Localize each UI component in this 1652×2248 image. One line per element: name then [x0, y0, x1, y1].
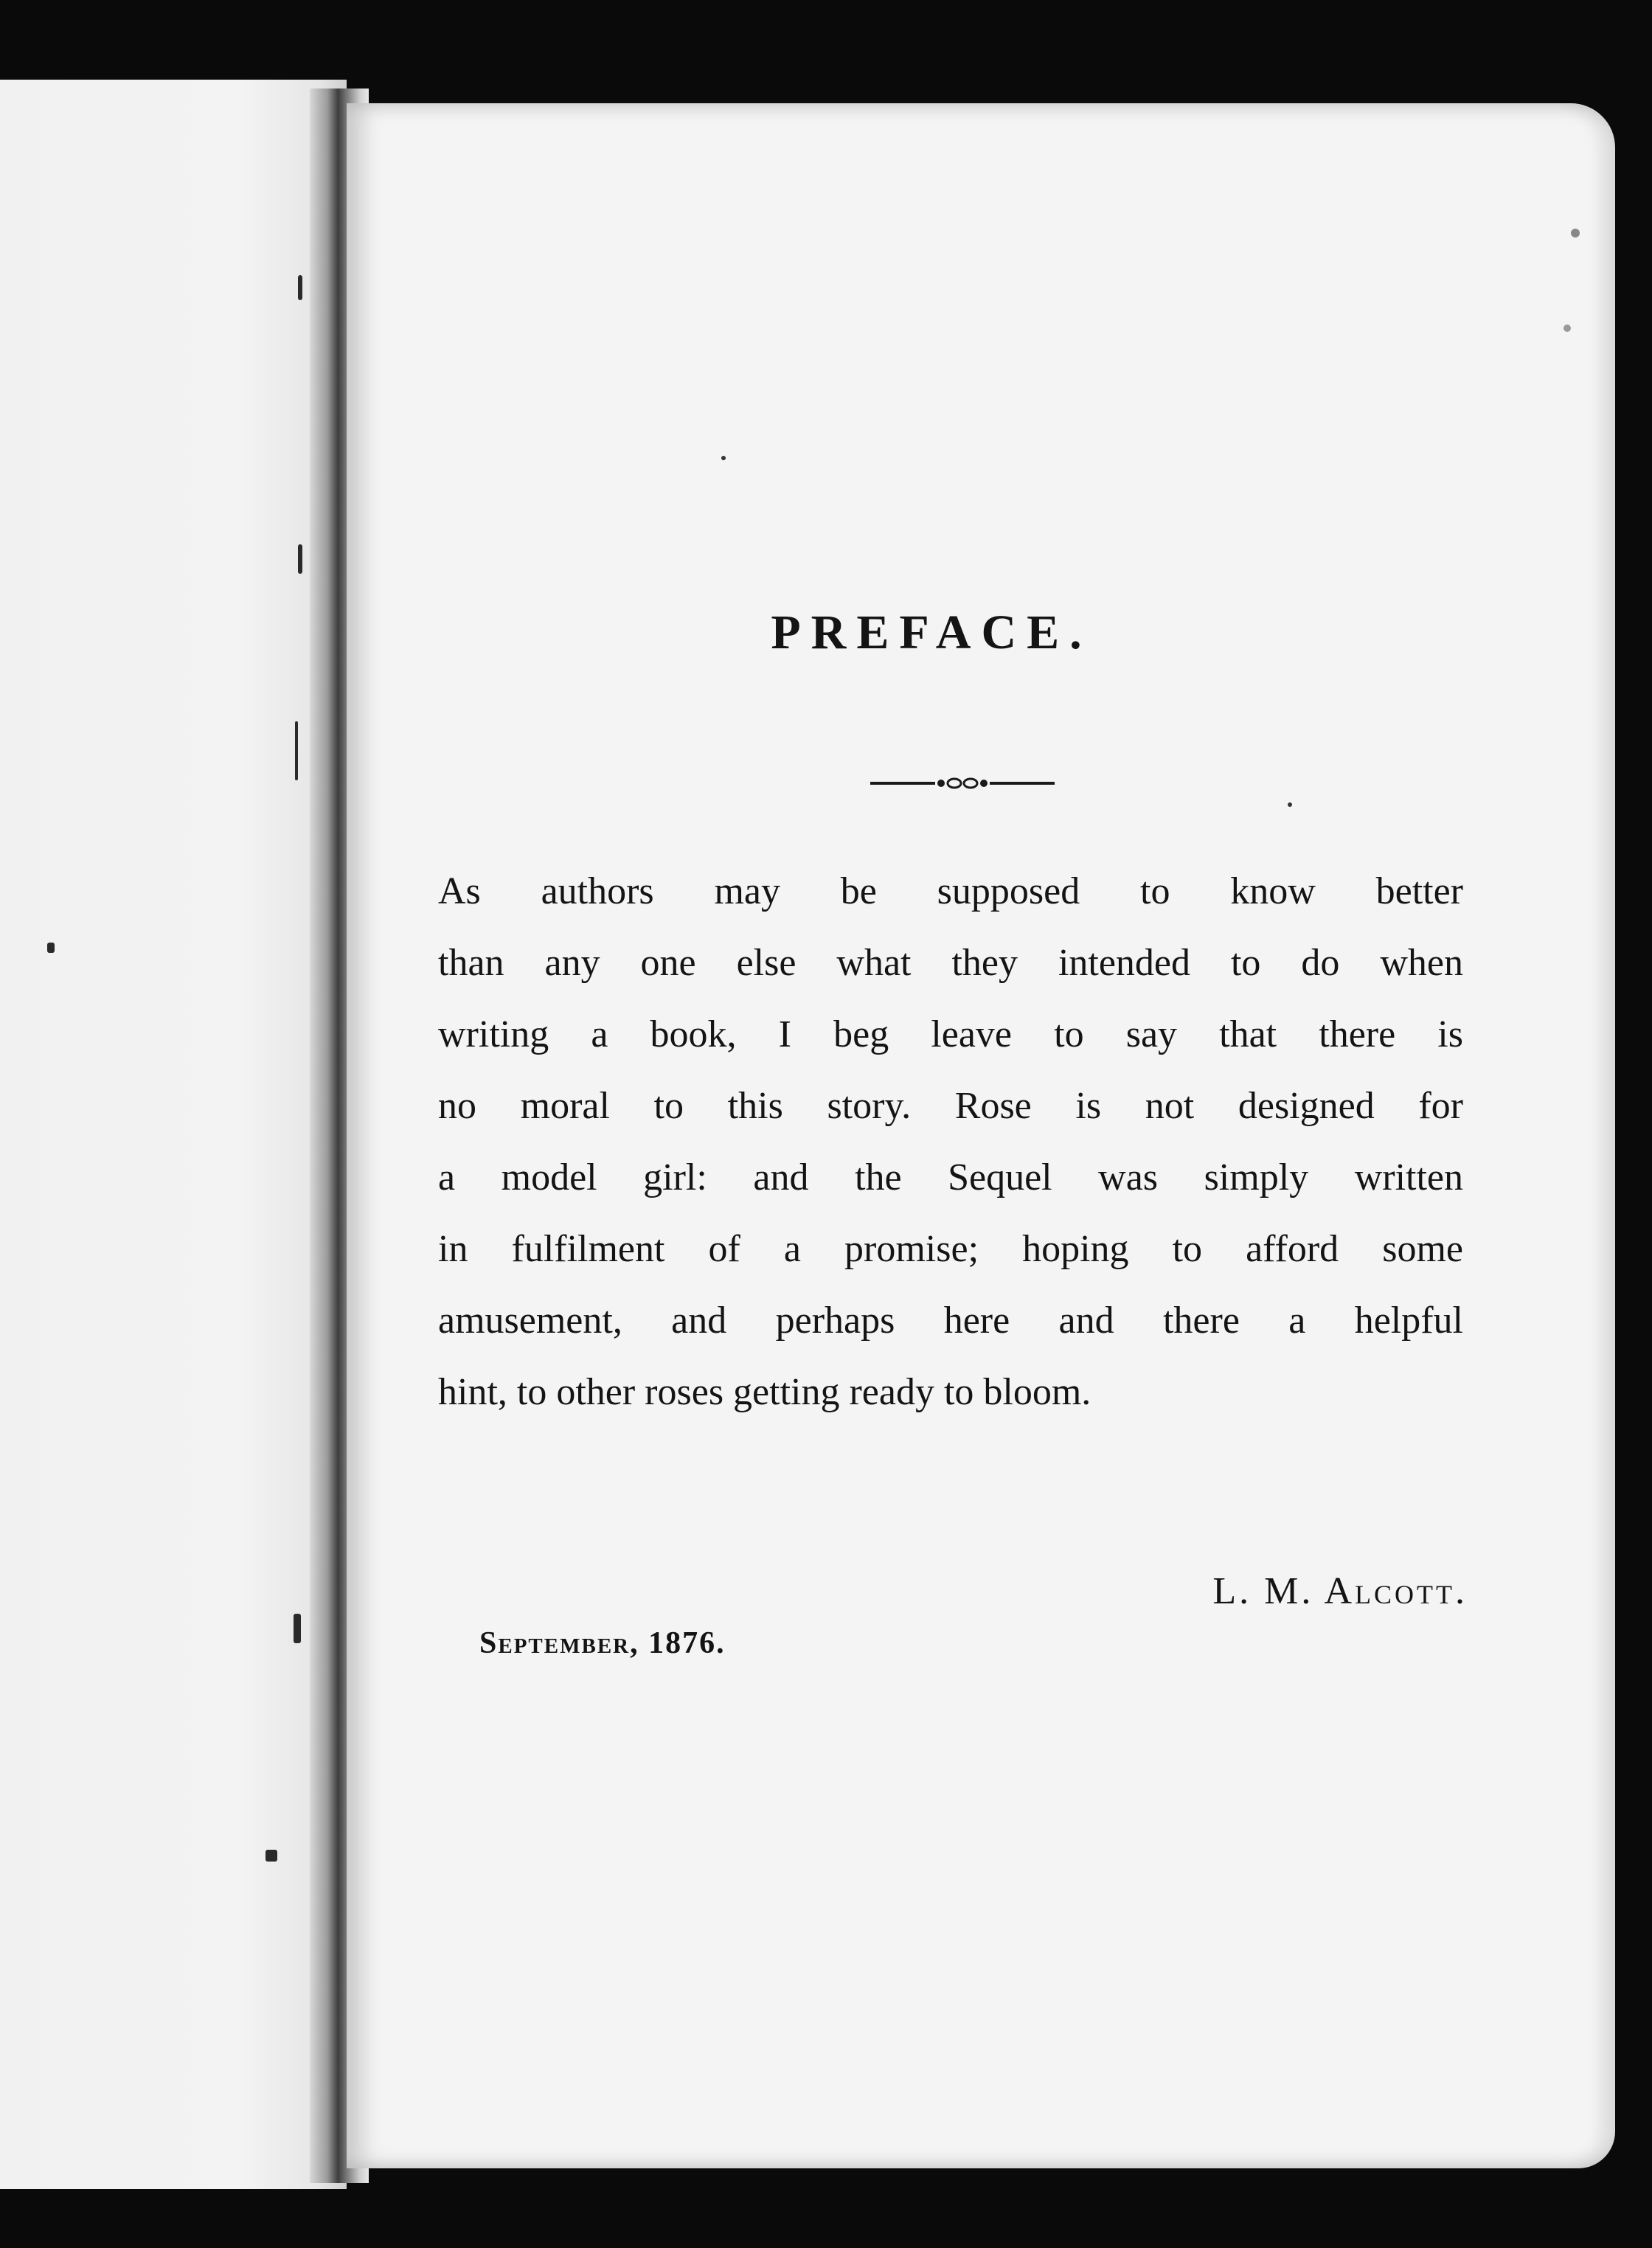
margin-mark	[298, 544, 302, 574]
page-title: PREFACE.	[771, 606, 1092, 659]
page-speck	[1564, 325, 1571, 332]
page-speck	[721, 456, 726, 460]
margin-mark	[295, 721, 298, 780]
margin-mark	[47, 943, 55, 953]
body-line: amusement, and perhaps here and there a helpful	[438, 1300, 1463, 1342]
body-line: than any one else what they intended to do when	[438, 942, 1463, 984]
margin-mark	[266, 1850, 277, 1862]
author-signature: L. M. Alcott.	[1212, 1570, 1468, 1612]
margin-mark	[294, 1614, 301, 1643]
ornamental-rule-icon	[870, 769, 1055, 798]
body-line: no moral to this story. Rose is not designed for	[438, 1085, 1463, 1127]
body-line: a model girl: and the Sequel was simply written	[438, 1156, 1463, 1198]
body-line: As authors may be supposed to know better	[438, 870, 1463, 912]
margin-mark	[298, 275, 302, 300]
page-speck	[1571, 229, 1580, 237]
body-line: hint, to other roses getting ready to bloom.	[438, 1371, 1092, 1413]
left-page	[0, 80, 347, 2189]
right-page	[347, 103, 1615, 2168]
preface-body	[438, 856, 1463, 1428]
body-line: writing a book, I beg leave to say that there is	[438, 1013, 1463, 1055]
body-line: in fulfilment of a promise; hoping to afford some	[438, 1228, 1463, 1270]
dateline: September, 1876.	[479, 1626, 726, 1660]
page-speck	[1288, 802, 1292, 807]
